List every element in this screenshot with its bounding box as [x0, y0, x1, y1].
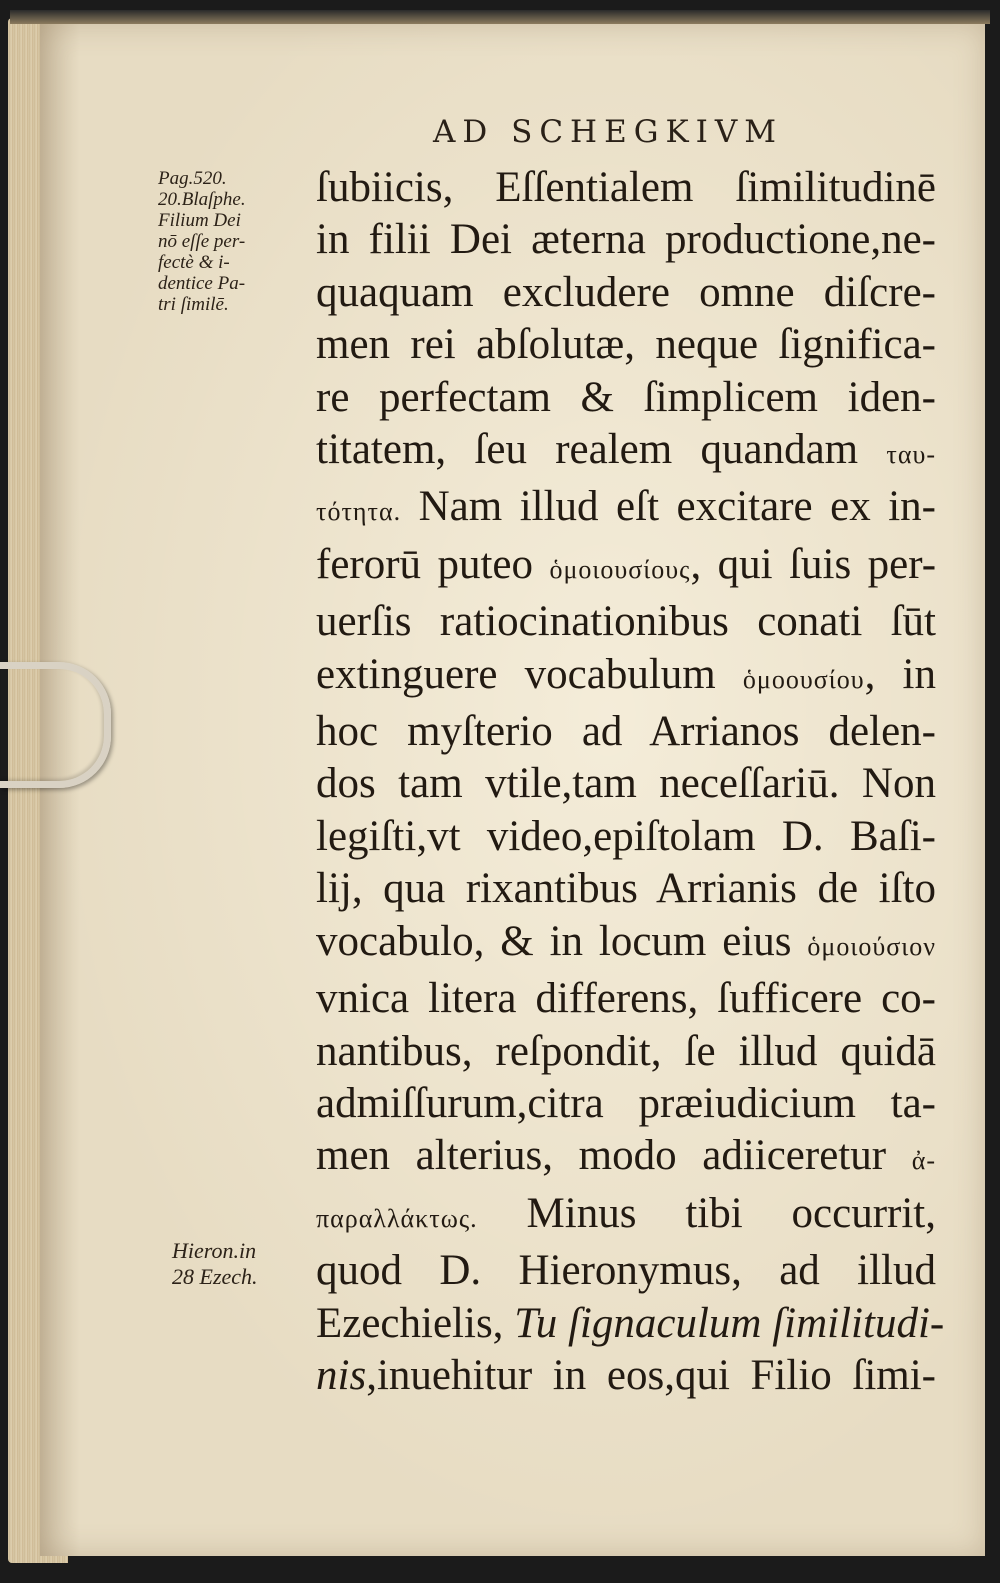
text-line [316, 1026, 936, 1078]
text-line [316, 1078, 936, 1130]
margin-note-line: Pag.520. [158, 168, 227, 189]
body-text [316, 162, 956, 1402]
text-span: Nam illud eſt excitare ex in- [401, 483, 936, 531]
text-line [316, 811, 936, 863]
text-span: uerſis ratiocinationibus conati ſūt [316, 598, 936, 646]
margin-note-line: dentice Pa- [158, 273, 246, 294]
italic-text: Tu ſignaculum ſimilitudi- [514, 1299, 945, 1347]
text-line [316, 1245, 936, 1297]
text-span: nantibus, reſpondit, ſe illud quidā [316, 1027, 936, 1075]
text-span: titatem, ſeu realem quandam [316, 426, 887, 474]
text-span: legiſti,vt video,epiſtolam D. Baſi- [316, 812, 936, 860]
text-span: , in [864, 650, 936, 698]
text-span: quaquam excludere omne diſcre- [316, 268, 936, 316]
margin-note-line: 28 Ezech. [172, 1264, 258, 1289]
text-span: vocabulo, & in locum eius [316, 917, 808, 965]
text-span: ſubiicis, Eſſentialem ſimilitudinē [316, 164, 936, 211]
text-line [316, 758, 936, 810]
text-line [316, 1350, 936, 1402]
greek-word: ὁμοιουσίους [549, 554, 691, 584]
top-edge [10, 10, 990, 24]
text-span: admiſſurum,citra præiudicium ta- [316, 1079, 936, 1127]
text-span: lij, qua rixantibus Arrianis de iſto [316, 865, 936, 913]
text-line [316, 973, 936, 1025]
text-span: re perfectam & ſimplicem iden- [316, 373, 936, 421]
text-span: ,inuehitur in eos,qui Filio ſimi- [366, 1351, 936, 1399]
text-line [316, 162, 936, 214]
margin-note-line: 20.Blaſphe. [158, 189, 246, 210]
text-line [316, 916, 936, 973]
text-line [316, 1130, 936, 1187]
margin-note-line: Hieron.in [172, 1238, 257, 1263]
text-span: vnica litera differens, ſufficere co- [316, 975, 936, 1023]
greek-word: ταυ- [886, 440, 936, 470]
greek-word: ἀ- [911, 1146, 936, 1176]
text-span: Ezechielis, [316, 1299, 515, 1347]
text-line [316, 596, 936, 648]
greek-word: ὁμοιούσιον [807, 931, 936, 961]
page-clip [0, 662, 111, 788]
text-span: quod D. Hieronymus, ad illud [316, 1247, 936, 1295]
text-line [316, 706, 936, 758]
text-line [316, 649, 936, 706]
text-line [316, 214, 936, 266]
italic-text: nis [316, 1351, 367, 1399]
text-line [316, 267, 936, 319]
text-span: , qui ſuis per- [690, 540, 937, 588]
text-line [316, 481, 936, 538]
text-line [316, 1188, 936, 1245]
greek-word: ὁμοουσίου [742, 664, 865, 694]
text-line [316, 319, 936, 371]
running-head: AD SCHEGKIVM [433, 114, 784, 150]
text-span: extinguere vocabulum [316, 650, 743, 698]
text-span: in filii Dei æterna productione,ne- [316, 216, 936, 264]
text-span: men alterius, modo adiiceretur [316, 1132, 912, 1180]
margin-note-hieron [172, 1238, 258, 1290]
margin-note-line: fectè & i- [158, 252, 230, 273]
text-span: dos tam vtile,tam neceſſariū. Non [316, 760, 936, 808]
margin-note-line: Filium Dei [158, 210, 241, 231]
text-line [316, 424, 936, 481]
greek-word: τότητα. [316, 497, 402, 527]
greek-word: παραλλάκτως. [316, 1203, 478, 1233]
margin-note-line: tri ſimilē. [158, 294, 229, 315]
text-line [316, 1298, 945, 1350]
text-line [316, 863, 936, 915]
text-span: hoc myſterio ad Arrianos delen- [316, 708, 936, 756]
margin-note-line: nō eſſe per- [158, 231, 246, 252]
text-span: ferorū puteo [316, 540, 550, 588]
text-line [316, 372, 936, 424]
margin-note-pag-520 [158, 168, 246, 315]
text-span: Minus tibi occurrit, [477, 1189, 936, 1237]
text-line [316, 539, 936, 596]
text-span: men rei abſolutæ, neque ſignifica- [316, 321, 936, 369]
